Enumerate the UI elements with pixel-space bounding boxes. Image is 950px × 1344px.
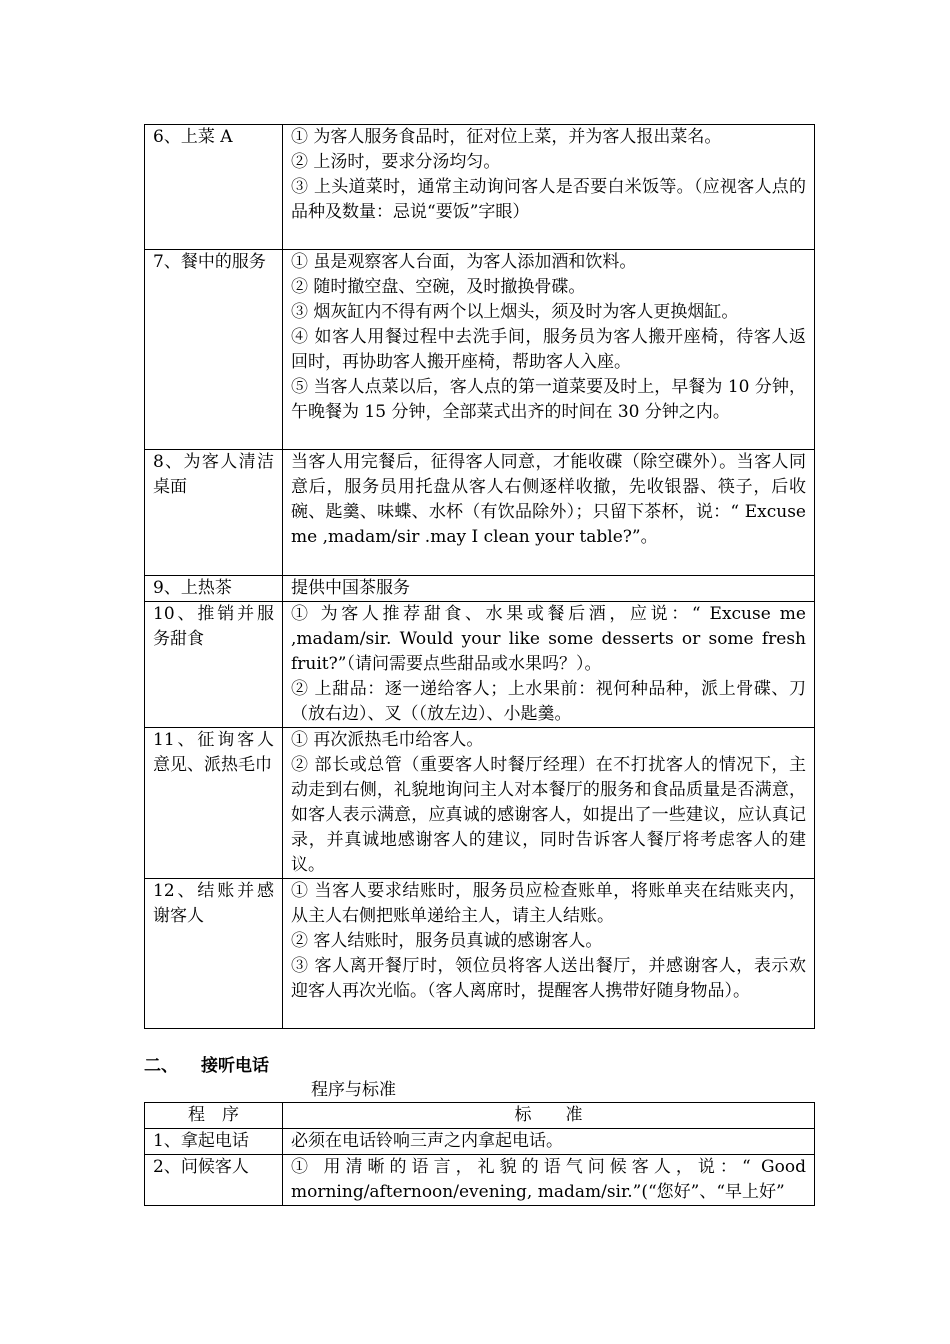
table-row — [145, 576, 815, 602]
table-row — [145, 125, 815, 250]
procedure-cell: 9、上热茶 — [145, 576, 283, 602]
standard-line: ① 虽是观察客人台面，为客人添加酒和饮料。 — [291, 252, 637, 272]
standard-cell — [283, 602, 815, 728]
standard-line: ② 客人结账时，服务员真诚的感谢客人。 — [291, 931, 603, 951]
standard-line: ① 为客人服务食品时，征对位上菜，并为客人报出菜名。 — [291, 127, 722, 147]
table-caption: 程序与标准 — [311, 1080, 396, 1100]
procedure-cell: 1、拿起电话 — [145, 1129, 283, 1155]
standard-line: 必须在电话铃响三声之内拿起电话。 — [291, 1131, 563, 1151]
standard-cell — [283, 125, 815, 250]
standard-line: ① 用清晰的语言，礼貌的语气问候客人，说：“ Good morning/afternoon/evening, madam/sir.”(“您好”、“早上好” — [291, 1157, 806, 1202]
standard-line: ③ 上头道菜时，通常主动询问客人是否要白米饭等。（应视客人点的品种及数量：忌说“要饭”字眼） — [291, 177, 806, 222]
procedure-header: 程 序 — [145, 1103, 283, 1129]
procedure-cell: 2、问候客人 — [145, 1155, 283, 1206]
standard-header: 标 准 — [283, 1103, 815, 1129]
standard-line: ① 当客人要求结账时，服务员应检查账单，将账单夹在结账夹内，从主人右侧把账单递给主人，请主人结账。 — [291, 881, 806, 926]
standard-line: 当客人用完餐后，征得客人同意，才能收碟（除空碟外）。当客人同意后，服务员用托盘从客人右侧逐样收撤，先收银器、筷子，后收碗、匙羹、味蝶、水杯（有饮品除外）；只留下茶杯，说：“ Excuse me ,madam/sir .may I clean your table?”。 — [291, 452, 806, 547]
section-title: 接听电话 — [201, 1056, 269, 1076]
service-procedure-table — [144, 124, 815, 1029]
table-row — [145, 879, 815, 1029]
standard-line: 提供中国茶服务 — [291, 578, 410, 598]
standard-line: ④ 如客人用餐过程中去洗手间，服务员为客人搬开座椅，待客人返回时，再协助客人搬开座椅，帮助客人入座。 — [291, 327, 806, 372]
standard-line: ② 部长或总管（重要客人时餐厅经理）在不打扰客人的情况下，主动走到右侧，礼貌地询问主人对本餐厅的服务和食品质量是否满意，如客人表示满意，应真诚的感谢客人，如提出了一些建议，应认真记录，并真诚地感谢客人的建议，同时告诉客人餐厅将考虑客人的建议。 — [291, 755, 806, 875]
standard-line: ② 随时撤空盘、空碗，及时撤换骨碟。 — [291, 277, 586, 297]
standard-cell — [283, 1129, 815, 1155]
standard-line: ② 上汤时，要求分汤均匀。 — [291, 152, 501, 172]
standard-line: ① 为客人推荐甜食、水果或餐后酒，应说：“ Excuse me ,madam/sir. Would your like some desserts or some fresh fruit?”（请问需要点些甜品或水果吗？）。 — [291, 604, 806, 674]
phone-procedure-table — [144, 1102, 815, 1206]
standard-cell — [283, 576, 815, 602]
standard-line: ① 再次派热毛巾给客人。 — [291, 730, 484, 750]
procedure-cell: 12、结账并感谢客人 — [145, 879, 283, 1029]
standard-cell — [283, 250, 815, 450]
table-row — [145, 1129, 815, 1155]
standard-cell — [283, 450, 815, 576]
procedure-cell: 11、征询客人意见、派热毛巾 — [145, 728, 283, 879]
procedure-cell: 10、推销并服务甜食 — [145, 602, 283, 728]
procedure-cell: 7、餐中的服务 — [145, 250, 283, 450]
table-row — [145, 250, 815, 450]
standard-line: ② 上甜品：逐一递给客人；上水果前：视何种品种，派上骨碟、刀（放右边）、叉（（放左边）、小匙羹。 — [291, 679, 806, 724]
standard-line: ⑤ 当客人点菜以后，客人点的第一道菜要及时上，早餐为 10 分钟，午晚餐为 15 分钟，全部菜式出齐的时间在 30 分钟之内。 — [291, 377, 806, 422]
table-row — [145, 602, 815, 728]
table-row — [145, 1155, 815, 1206]
table-row — [145, 728, 815, 879]
standard-cell — [283, 879, 815, 1029]
table-row — [145, 450, 815, 576]
section-heading — [144, 1054, 269, 1079]
standard-line: ③ 客人离开餐厅时，领位员将客人送出餐厅，并感谢客人，表示欢迎客人再次光临。（客人离席时，提醒客人携带好随身物品）。 — [291, 956, 806, 1001]
standard-line: ③ 烟灰缸内不得有两个以上烟头，须及时为客人更换烟缸。 — [291, 302, 739, 322]
standard-cell — [283, 1155, 815, 1206]
standard-cell — [283, 728, 815, 879]
section-number: 二、 — [144, 1056, 178, 1076]
table-header-row — [145, 1103, 815, 1129]
procedure-cell: 8、为客人清洁桌面 — [145, 450, 283, 576]
procedure-cell: 6、上菜 A — [145, 125, 283, 250]
